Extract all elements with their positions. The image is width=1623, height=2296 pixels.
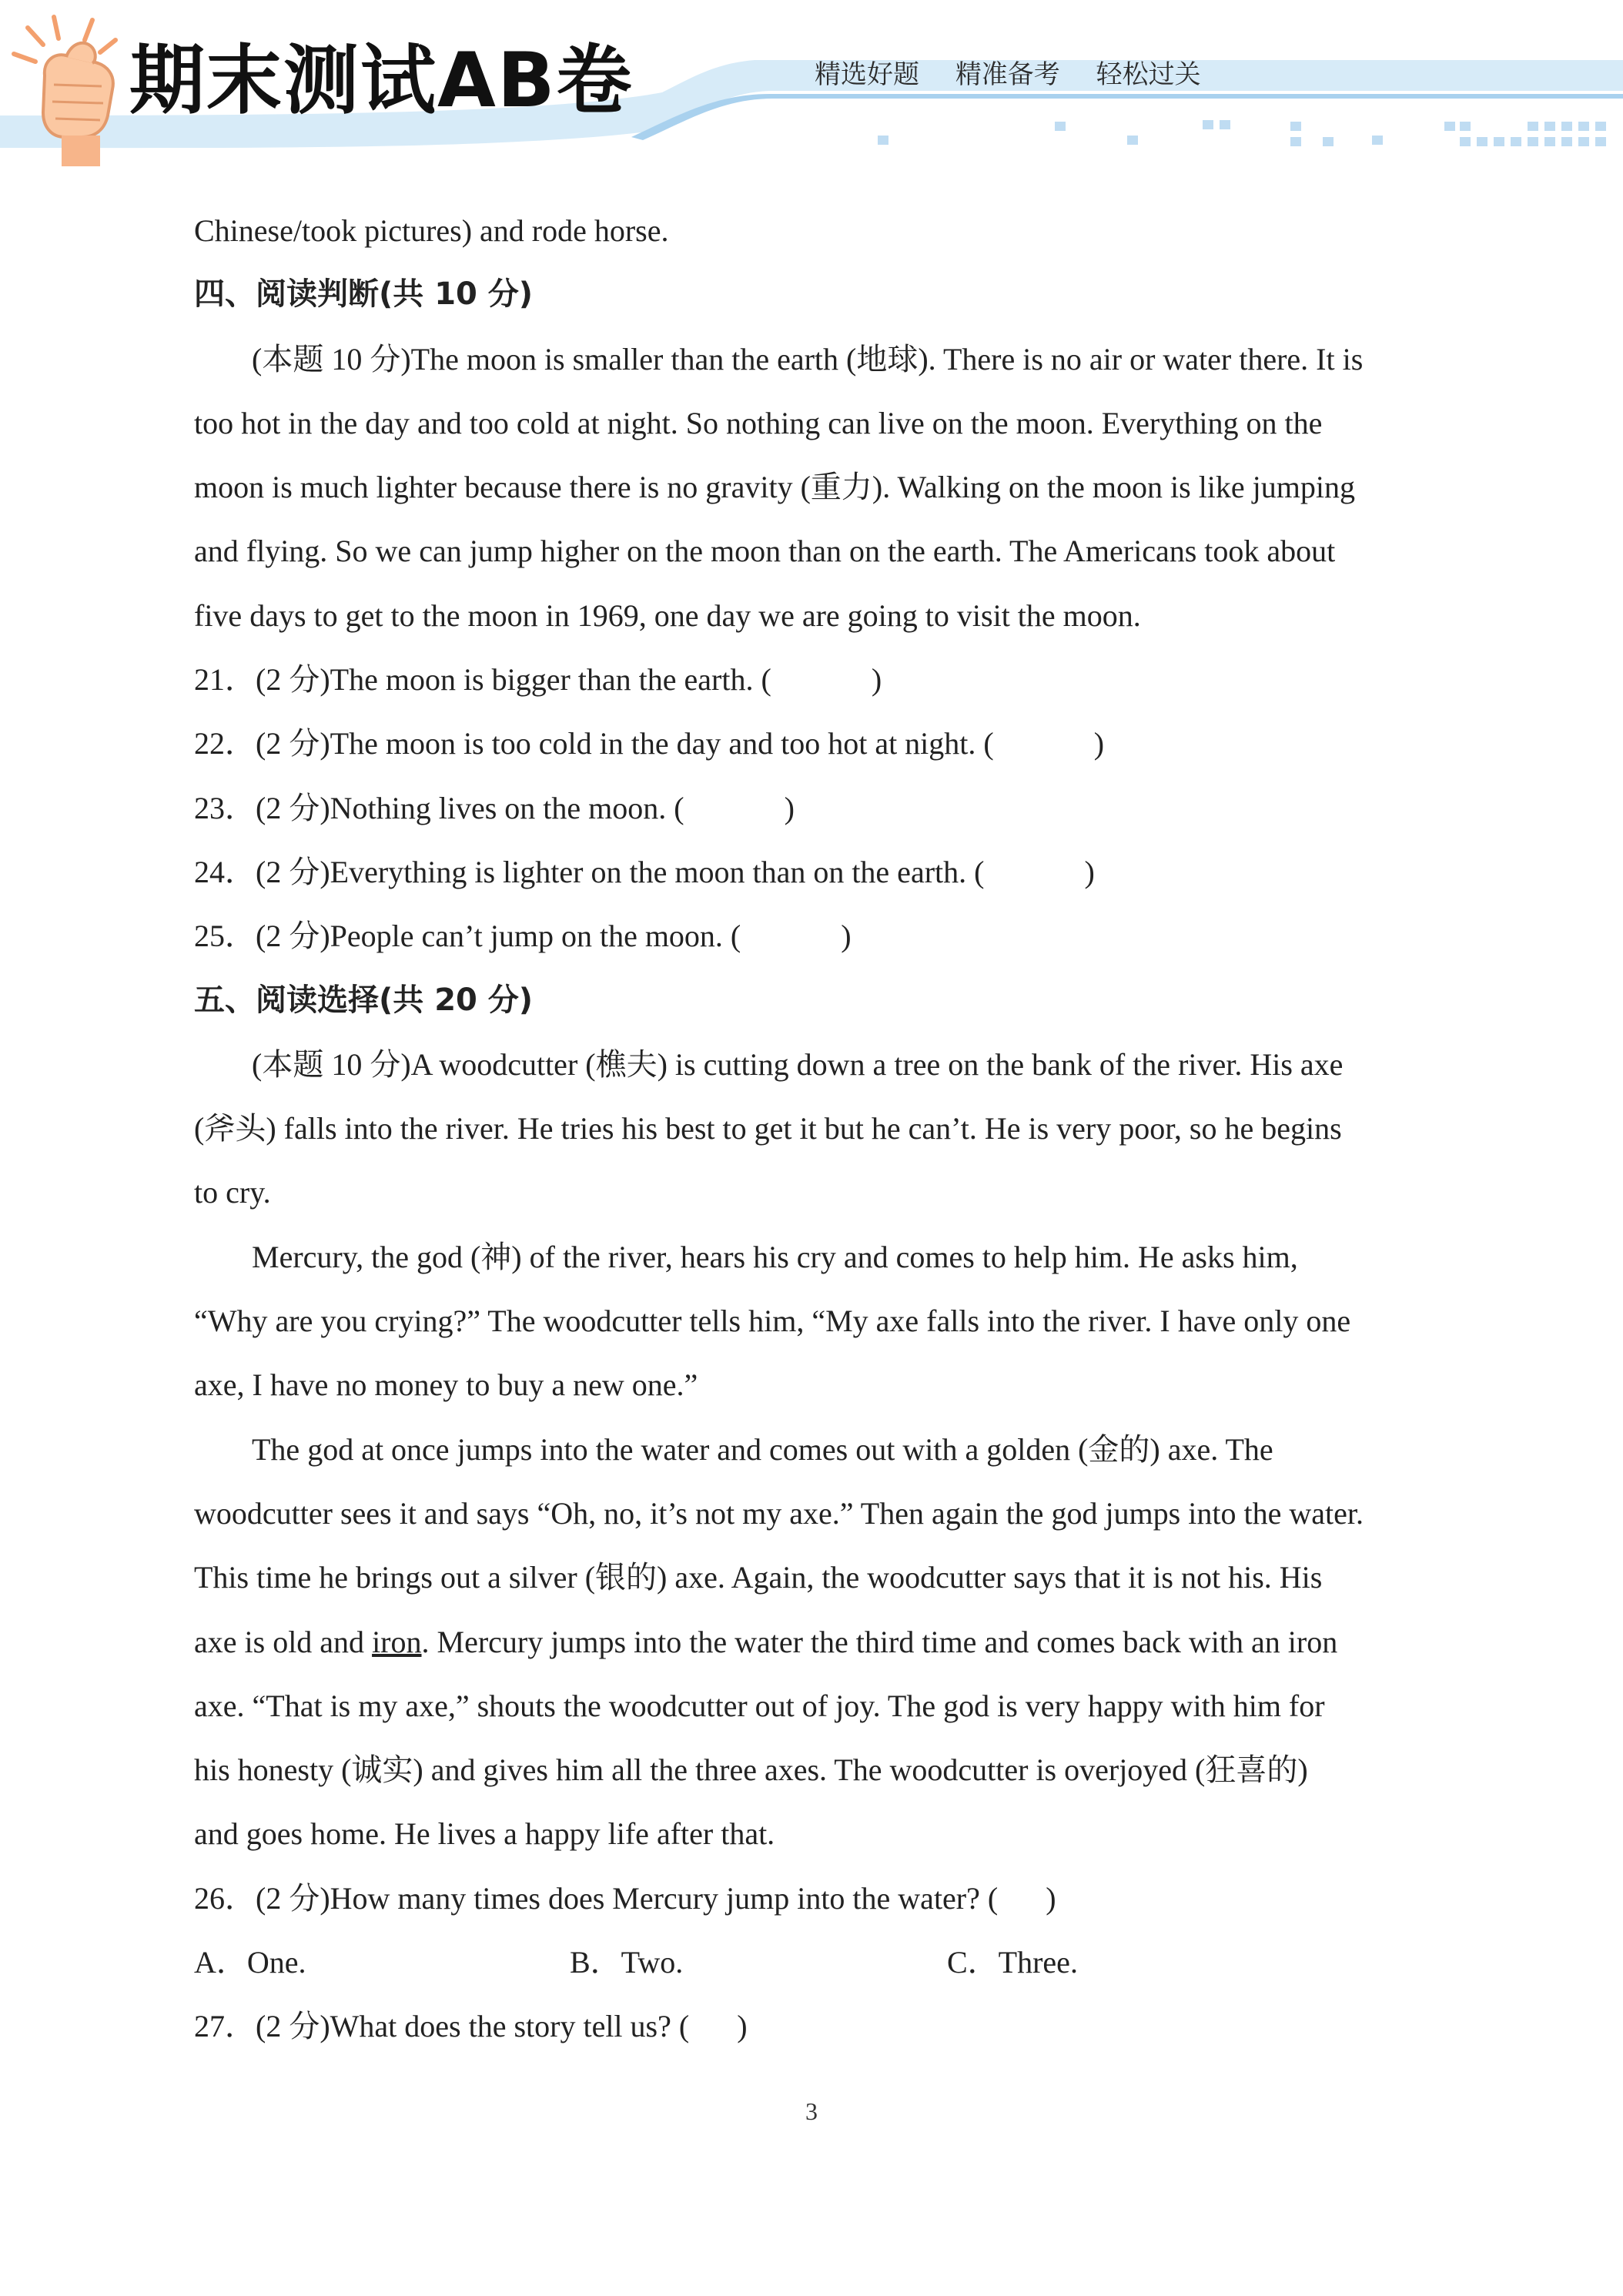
question-number: 24． — [194, 854, 256, 889]
question-27 — [194, 1994, 1457, 2058]
question-close: ) — [1084, 854, 1095, 889]
question-24 — [194, 840, 1457, 904]
story-text: . Mercury jumps into the water the third time and comes back with an iron — [421, 1624, 1338, 1659]
header-banner — [0, 0, 1623, 169]
question-26-options — [194, 1930, 1457, 1994]
option-a[interactable]: A．One. — [194, 1945, 306, 1980]
question-close: ) — [1093, 726, 1105, 761]
question-text: The moon is bigger than the earth. ( — [330, 662, 771, 698]
question-text: Nothing lives on the moon. ( — [330, 790, 684, 825]
question-points: (2 分) — [256, 662, 330, 698]
question-22 — [194, 711, 1457, 775]
story-line: axe, I have no money to buy a new one.” — [194, 1367, 698, 1403]
underlined-word: iron — [372, 1624, 422, 1659]
intro-tail-line: Chinese/took pictures) and rode horse. — [194, 213, 669, 248]
option-b[interactable]: B．Two. — [570, 1945, 684, 1980]
story-line: woodcutter sees it and says “Oh, no, it’s not my axe.” Then again the god jumps into the water. — [194, 1495, 1364, 1531]
question-text: The moon is too cold in the day and too hot at night. ( — [330, 726, 994, 761]
question-number: 27． — [194, 2009, 256, 2044]
brand-title: 期末测试AB卷 — [129, 37, 634, 125]
question-text: How many times does Mercury jump into the water? ( — [330, 1880, 999, 1916]
story-text: axe is old and — [194, 1624, 373, 1659]
question-26 — [194, 1866, 1457, 1930]
story-line: to cry. — [194, 1175, 271, 1210]
slogan-item: 精选好题 — [815, 59, 919, 90]
question-points: (2 分) — [256, 726, 330, 761]
passage-line: (本题 10 分)The moon is smaller than the earth (地球). There is no air or water there. It is — [252, 341, 1364, 377]
question-25 — [194, 904, 1457, 968]
question-number: 21． — [194, 662, 256, 698]
question-points: (2 分) — [256, 1880, 330, 1916]
question-number: 22． — [194, 726, 256, 761]
story-line: (斧头) falls into the river. He tries his best to get it but he can’t. He is very poor, so he begins — [194, 1111, 1342, 1146]
passage-line: five days to get to the moon in 1969, one day we are going to visit the moon. — [194, 597, 1141, 633]
question-points: (2 分) — [256, 919, 330, 954]
page-content — [194, 199, 1457, 2059]
passage-line: too hot in the day and too cold at night. So nothing can live on the moon. Everything on the — [194, 405, 1323, 440]
section-title-reading-judgement: 四、阅读判断(共 10 分) — [194, 276, 534, 313]
question-text: Everything is lighter on the moon than on the earth. ( — [330, 854, 985, 889]
story-line: his honesty (诚实) and gives him all the three axes. The woodcutter is overjoyed (狂喜的) — [194, 1752, 1308, 1788]
story-line: axe. “That is my axe,” shouts the woodcutter out of joy. The god is very happy with him for — [194, 1688, 1325, 1723]
story-line: and goes home. He lives a happy life after that. — [194, 1816, 775, 1852]
question-number: 26． — [194, 1880, 256, 1916]
option-c[interactable]: C．Three. — [947, 1945, 1078, 1980]
question-points: (2 分) — [256, 2009, 330, 2044]
story-line: This time he brings out a silver (银的) axe. Again, the woodcutter says that it is not his. His — [194, 1560, 1323, 1595]
story-line: The god at once jumps into the water and comes out with a golden (金的) axe. The — [252, 1431, 1273, 1467]
question-number: 23． — [194, 790, 256, 825]
question-text: What does the story tell us? ( — [330, 2009, 690, 2044]
story-line: (本题 10 分)A woodcutter (樵夫) is cutting down a tree on the bank of the river. His axe — [252, 1046, 1344, 1082]
question-points: (2 分) — [256, 790, 330, 825]
question-21 — [194, 648, 1457, 711]
question-text: People can’t jump on the moon. ( — [330, 919, 741, 954]
story-line: “Why are you crying?” The woodcutter tells him, “My axe falls into the river. I have only one — [194, 1304, 1351, 1339]
question-number: 25． — [194, 919, 256, 954]
question-points: (2 分) — [256, 854, 330, 889]
passage-line: moon is much lighter because there is no gravity (重力). Walking on the moon is like jumping — [194, 470, 1356, 505]
passage-line: and flying. So we can jump higher on the moon than on the earth. The Americans took about — [194, 534, 1336, 569]
slogan — [815, 59, 1201, 90]
question-close: ) — [841, 919, 852, 954]
question-close: ) — [871, 662, 882, 698]
story-line: Mercury, the god (神) of the river, hears his cry and comes to help him. He asks him, — [252, 1239, 1298, 1274]
slogan-item: 精准备考 — [955, 59, 1060, 90]
story-line — [194, 1610, 1457, 1674]
page-number: 3 — [805, 2097, 818, 2125]
question-23 — [194, 776, 1457, 840]
question-close: ) — [1046, 1880, 1056, 1916]
section-title-reading-choice: 五、阅读选择(共 20 分) — [194, 982, 534, 1018]
question-close: ) — [737, 2009, 748, 2044]
slogan-item: 轻松过关 — [1096, 59, 1201, 90]
question-close: ) — [784, 790, 795, 825]
